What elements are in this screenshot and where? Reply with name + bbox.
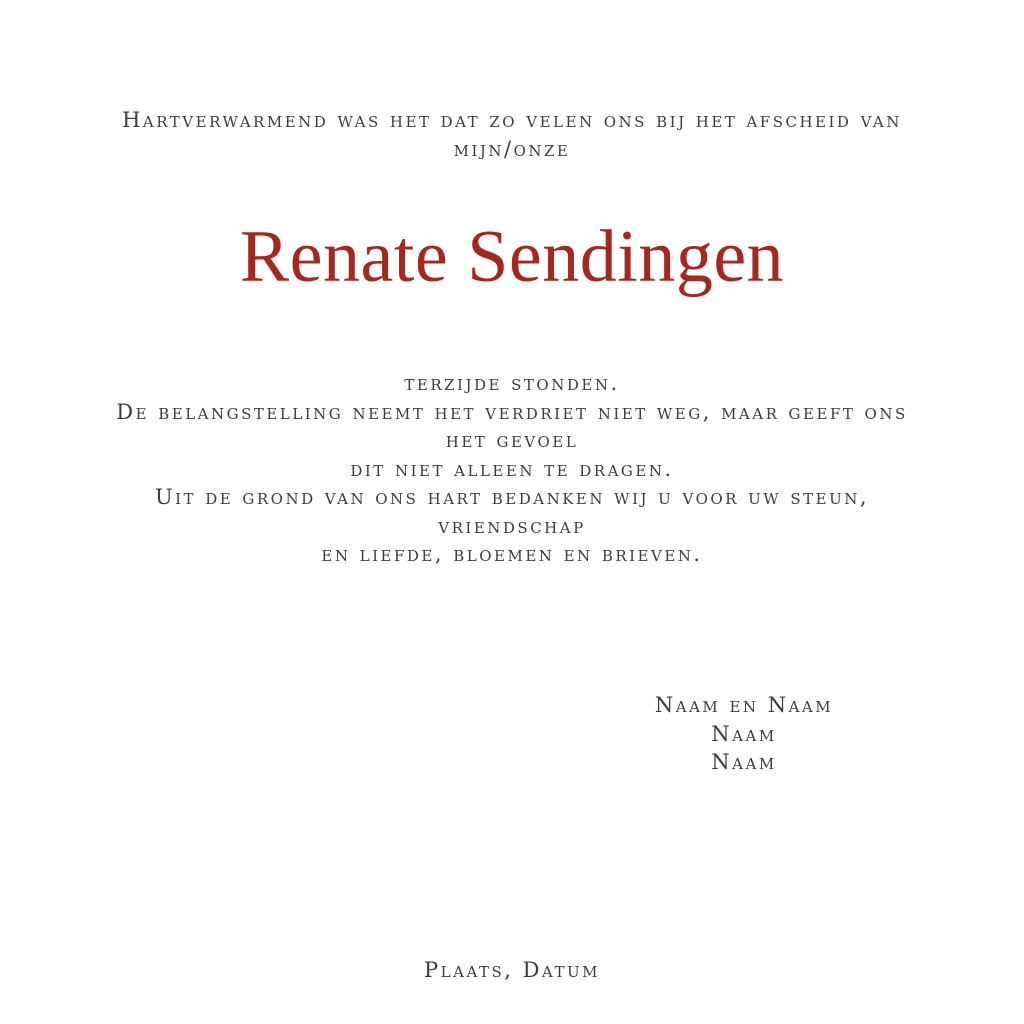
signatures	[612, 691, 876, 777]
intro-line: Hartverwarmend was het dat zo velen ons bij het afscheid van	[122, 108, 902, 132]
intro-line: mijn/onze	[453, 136, 571, 161]
body-line: terzijde stonden.	[404, 371, 620, 395]
body-text	[40, 369, 984, 569]
body-line: het gevoel	[445, 428, 579, 452]
body-line: Uit de grond van ons hart bedanken wij u voor uw steun,	[154, 485, 870, 509]
deceased-name: Renate Sendingen	[239, 216, 785, 298]
body-line: De belangstelling neemt het verdriet niet weg, maar geeft ons	[116, 399, 908, 424]
intro-text	[72, 106, 952, 163]
signature-line: Naam	[711, 750, 777, 774]
place-date: Plaats, Datum	[424, 958, 600, 982]
body-line: dit niet alleen te dragen.	[350, 456, 674, 481]
signature-line: Naam	[711, 721, 777, 746]
body-line: en liefde, bloemen en brieven.	[321, 542, 703, 566]
signature-line: Naam en Naam	[654, 693, 834, 717]
body-line: vriendschap	[438, 513, 586, 538]
